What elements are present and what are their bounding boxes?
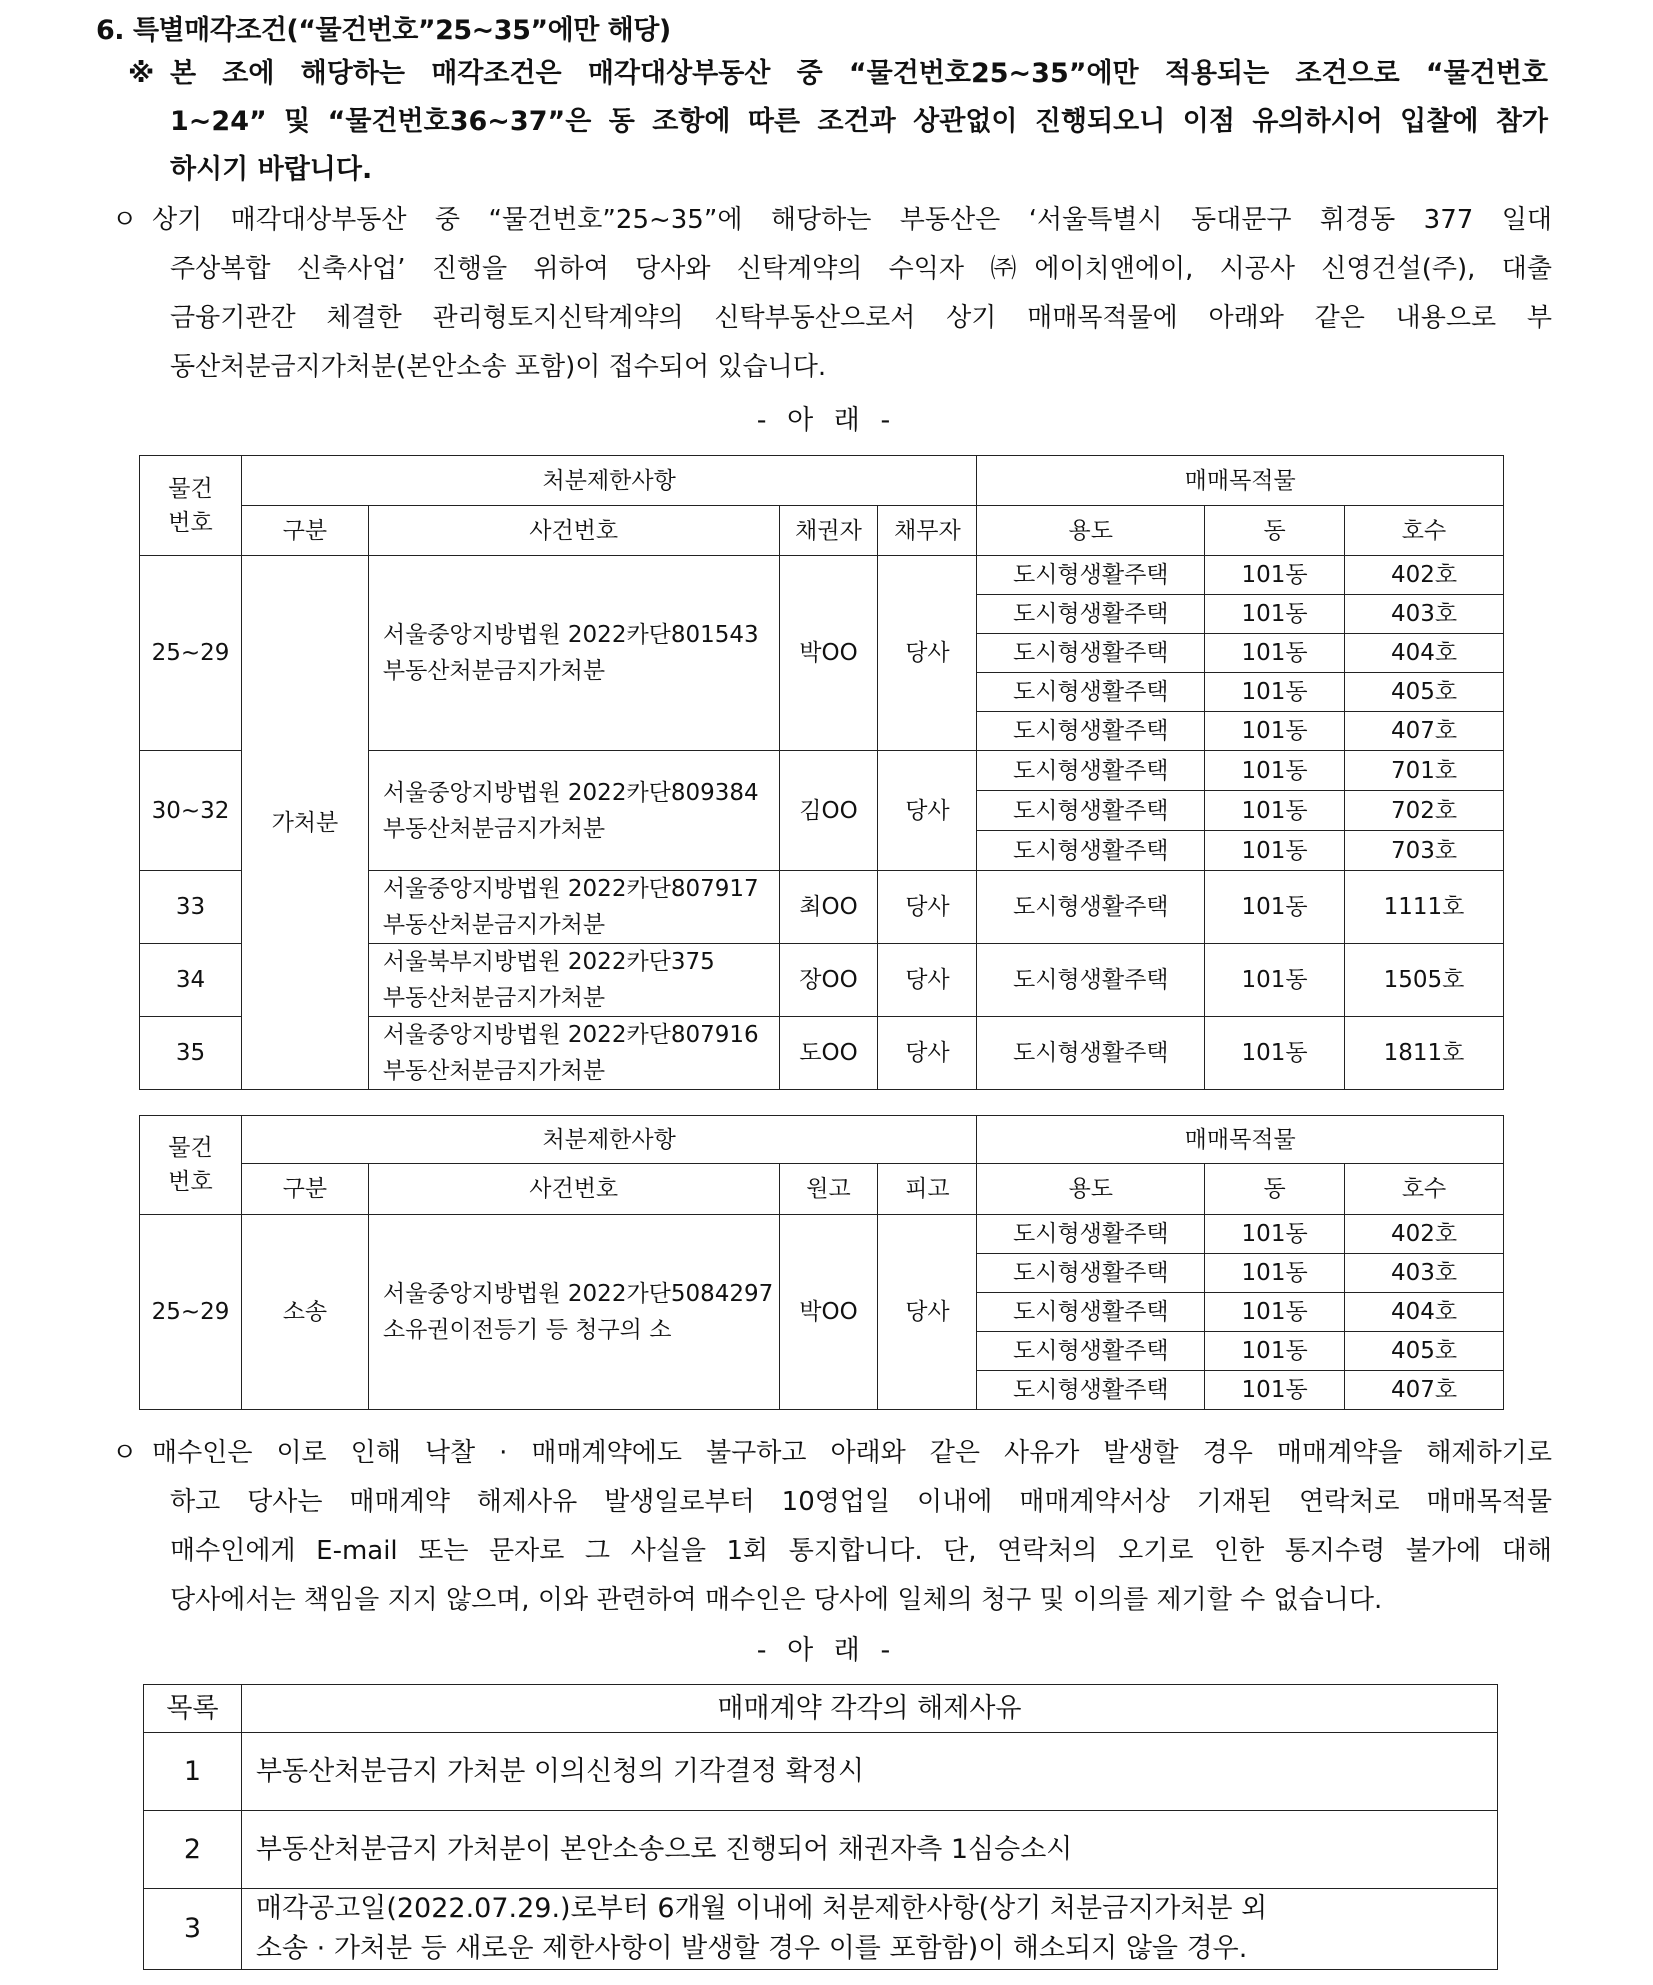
creditor: 김OO [779,751,878,871]
debtor: 당사 [878,556,977,751]
dong-cell: 101동 [1205,673,1345,712]
use-cell: 도시형생활주택 [977,634,1205,673]
paragraph-line: 금융기관간 체결한 관리형토지신탁계약의 신탁부동산으로서 상기 매매목적물에 아래와 같은 내용으로 부 [170,303,1552,333]
use-cell: 도시형생활주택 [977,673,1205,712]
paragraph-line: 동산처분금지가처분(본안소송 포함)이 접수되어 있습니다. [170,352,827,382]
paragraph-line: 매수인에게 E-mail 또는 문자로 그 사실을 1회 통지합니다. 단, 연락처의 오기로 인한 통지수령 불가에 대해 [170,1536,1552,1566]
use-cell: 도시형생활주택 [977,595,1205,634]
dong-cell: 101동 [1205,556,1345,595]
header-item-no: 물건 번호 [140,1116,242,1215]
table-row [144,1733,1498,1811]
unit-cell: 703호 [1345,831,1504,871]
case-number: 서울중앙지방법원 2022카단801543 부동산처분금지가처분 [368,556,779,751]
dong-cell: 101동 [1205,791,1345,831]
notice-body [128,50,1548,194]
notice-line: 하시기 바랍니다. [170,154,373,185]
dong-cell: 101동 [1205,944,1345,1017]
reason-text: 부동산처분금지 가처분 이의신청의 기각결정 확정시 [241,1733,1497,1811]
unit-cell: 404호 [1345,1293,1504,1332]
paragraph-restriction [112,196,1552,392]
notice-block [128,50,1548,194]
unit-cell: 701호 [1345,751,1504,791]
header-item-no: 물건 번호 [140,456,242,556]
defendant: 당사 [878,1215,977,1410]
use-cell: 도시형생활주택 [977,1293,1205,1332]
use-cell: 도시형생활주택 [977,1371,1205,1410]
dong-cell: 101동 [1205,1017,1345,1090]
dong-cell: 101동 [1205,1215,1345,1254]
use-cell: 도시형생활주택 [977,1254,1205,1293]
row-no: 1 [144,1733,242,1811]
header-unit: 호수 [1345,506,1504,556]
header-use: 용도 [977,506,1205,556]
use-cell: 도시형생활주택 [977,712,1205,751]
item-no: 34 [140,944,242,1017]
row-no: 3 [144,1889,242,1970]
case-number: 서울중앙지방법원 2022카단807916 부동산처분금지가처분 [368,1017,779,1090]
debtor: 당사 [878,751,977,871]
item-no: 30~32 [140,751,242,871]
header-type: 구분 [241,506,368,556]
header-restriction: 처분제한사항 [241,1116,976,1164]
item-no: 25~29 [140,1215,242,1410]
header-reason: 매매계약 각각의 해제사유 [241,1685,1497,1733]
use-cell: 도시형생활주택 [977,871,1205,944]
debtor: 당사 [878,1017,977,1090]
use-cell: 도시형생활주택 [977,1215,1205,1254]
unit-cell: 1111호 [1345,871,1504,944]
plaintiff: 박OO [779,1215,878,1410]
case-number: 서울중앙지방법원 2022카단809384 부동산처분금지가처분 [368,751,779,871]
restriction-type: 소송 [241,1215,368,1410]
table-row [140,1215,1504,1254]
header-unit: 호수 [1345,1164,1504,1215]
reason-text: 부동산처분금지 가처분이 본안소송으로 진행되어 채권자측 1심승소시 [241,1811,1497,1889]
header-type: 구분 [241,1164,368,1215]
reason-text: 매각공고일(2022.07.29.)로부터 6개월 이내에 처분제한사항(상기 처분금지가처분 외 소송 · 가처분 등 새로운 제한사항이 발생할 경우 이를 포함함)이 해소되지 않을 경우. [241,1889,1497,1970]
table-row [144,1889,1498,1970]
header-list-no: 목록 [144,1685,242,1733]
dong-cell: 101동 [1205,831,1345,871]
header-case: 사건번호 [368,506,779,556]
header-dong: 동 [1205,506,1345,556]
header-use: 용도 [977,1164,1205,1215]
bullet-mark: ㅇ [112,1438,138,1468]
unit-cell: 404호 [1345,634,1504,673]
dong-cell: 101동 [1205,634,1345,673]
termination-reasons-table [143,1684,1498,1970]
item-no: 33 [140,871,242,944]
header-creditor: 채권자 [779,506,878,556]
header-restriction: 처분제한사항 [241,456,976,506]
debtor: 당사 [878,871,977,944]
restriction-type: 가처분 [241,556,368,1090]
use-cell: 도시형생활주택 [977,791,1205,831]
paragraph-line: 주상복합 신축사업’ 진행을 위하여 당사와 신탁계약의 수익자 ㈜에이치앤에이, 시공사 신영건설(주), 대출 [170,254,1552,284]
paragraph-line: 당사에서는 책임을 지지 않으며, 이와 관련하여 매수인은 당사에 일체의 청구 및 이의를 제기할 수 없습니다. [170,1585,1383,1615]
bullet-mark: ㅇ [112,205,138,235]
header-defendant: 피고 [878,1164,977,1215]
paragraph-termination [112,1429,1552,1625]
creditor: 장OO [779,944,878,1017]
header-dong: 동 [1205,1164,1345,1215]
unit-cell: 405호 [1345,1332,1504,1371]
use-cell: 도시형생활주택 [977,1332,1205,1371]
unit-cell: 702호 [1345,791,1504,831]
section-heading: 6. 특별매각조건(“물건번호”25~35”에만 해당) [96,15,671,46]
dong-cell: 101동 [1205,1254,1345,1293]
header-plaintiff: 원고 [779,1164,878,1215]
below-marker: - 아 래 - [756,405,897,436]
creditor: 박OO [779,556,878,751]
dong-cell: 101동 [1205,871,1345,944]
unit-cell: 405호 [1345,673,1504,712]
use-cell: 도시형생활주택 [977,831,1205,871]
notice-line: 본 조에 해당하는 매각조건은 매각대상부동산 중 “물건번호25~35”에만 적용되는 조건으로 “물건번호 [170,58,1548,89]
unit-cell: 403호 [1345,1254,1504,1293]
injunction-table [139,455,1504,1090]
dong-cell: 101동 [1205,712,1345,751]
dong-cell: 101동 [1205,751,1345,791]
item-no: 25~29 [140,556,242,751]
debtor: 당사 [878,944,977,1017]
unit-cell: 407호 [1345,712,1504,751]
use-cell: 도시형생활주택 [977,1017,1205,1090]
header-target: 매매목적물 [977,456,1504,506]
below-marker: - 아 래 - [756,1635,897,1666]
paragraph-line: 하고 당사는 매매계약 해제사유 발생일로부터 10영업일 이내에 매매계약서상 기재된 연락처로 매매목적물 [170,1487,1552,1517]
notice-mark: ※ [128,58,155,89]
use-cell: 도시형생활주택 [977,751,1205,791]
header-target: 매매목적물 [977,1116,1504,1164]
table-row [144,1811,1498,1889]
header-debtor: 채무자 [878,506,977,556]
paragraph-line: 상기 매각대상부동산 중 “물건번호”25~35”에 해당하는 부동산은 ‘서울특별시 동대문구 휘경동 377 일대 [152,205,1552,235]
unit-cell: 407호 [1345,1371,1504,1410]
unit-cell: 402호 [1345,1215,1504,1254]
header-case: 사건번호 [368,1164,779,1215]
dong-cell: 101동 [1205,1293,1345,1332]
table-row [140,556,1504,595]
lawsuit-table [139,1115,1504,1410]
paragraph-line: 매수인은 이로 인해 낙찰 · 매매계약에도 불구하고 아래와 같은 사유가 발생할 경우 매매계약을 해제하기로 [152,1438,1552,1468]
unit-cell: 1505호 [1345,944,1504,1017]
item-no: 35 [140,1017,242,1090]
unit-cell: 402호 [1345,556,1504,595]
case-number: 서울북부지방법원 2022카단375 부동산처분금지가처분 [368,944,779,1017]
dong-cell: 101동 [1205,1371,1345,1410]
case-number: 서울중앙지방법원 2022카단807917 부동산처분금지가처분 [368,871,779,944]
dong-cell: 101동 [1205,1332,1345,1371]
unit-cell: 403호 [1345,595,1504,634]
use-cell: 도시형생활주택 [977,944,1205,1017]
notice-line: 1~24” 및 “물건번호36~37”은 동 조항에 따른 조건과 상관없이 진행되오니 이점 유의하시어 입찰에 참가 [170,106,1548,137]
row-no: 2 [144,1811,242,1889]
case-number: 서울중앙지방법원 2022가단5084297 소유권이전등기 등 청구의 소 [368,1215,779,1410]
unit-cell: 1811호 [1345,1017,1504,1090]
creditor: 최OO [779,871,878,944]
creditor: 도OO [779,1017,878,1090]
dong-cell: 101동 [1205,595,1345,634]
use-cell: 도시형생활주택 [977,556,1205,595]
